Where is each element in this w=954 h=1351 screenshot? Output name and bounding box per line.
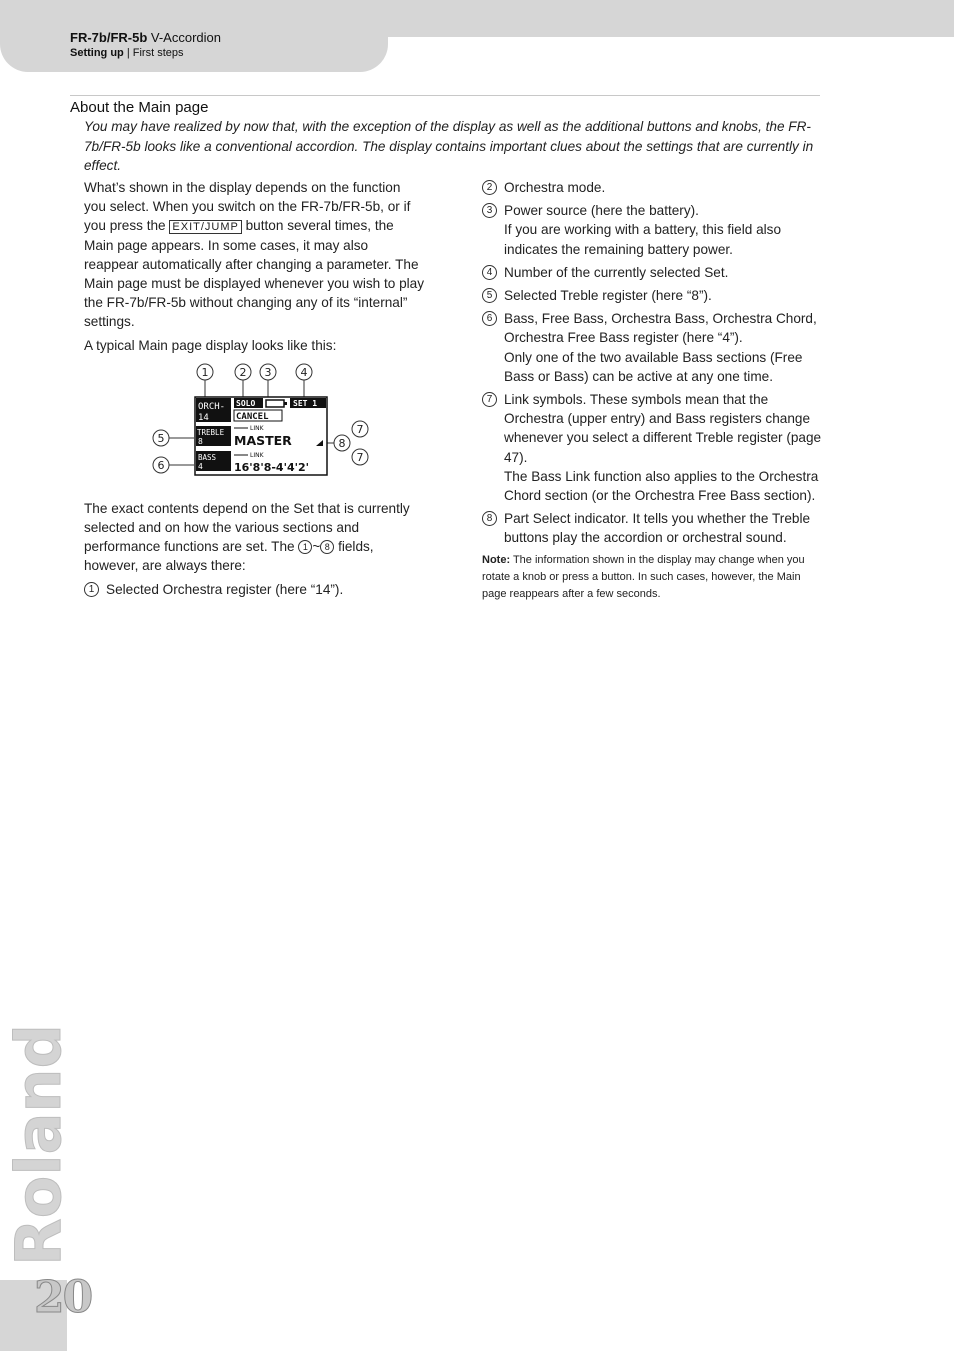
- svg-text:MASTER: MASTER: [234, 433, 292, 448]
- section-divider: [70, 95, 820, 96]
- svg-text:LINK: LINK: [250, 452, 264, 459]
- exit-jump-key: EXIT/JUMP: [169, 220, 241, 234]
- svg-text:CANCEL: CANCEL: [236, 412, 269, 422]
- section-title: About the Main page: [70, 99, 209, 116]
- svg-text:6: 6: [157, 459, 165, 472]
- svg-text:Roland: Roland: [2, 1024, 75, 1266]
- svg-text:SOLO: SOLO: [236, 399, 256, 408]
- intro-text: You may have realized by now that, with the exception of the display as well as the additional buttons and knobs, the FR-7b/FR-5b looks like a conventional accordion. The display contains important clues about the settings that are currently in effect.: [84, 119, 814, 174]
- svg-text:4: 4: [300, 366, 308, 379]
- svg-text:8: 8: [338, 437, 346, 450]
- svg-text:14: 14: [198, 413, 209, 423]
- svg-text:8: 8: [198, 437, 203, 446]
- svg-text:7: 7: [356, 423, 364, 436]
- list-item: 5 Selected Treble register (here “8”).: [482, 286, 822, 305]
- roland-logo: [2, 1024, 75, 1266]
- svg-text:3: 3: [264, 366, 272, 379]
- page-number: 20: [34, 1272, 92, 1323]
- list-item: 2 Orchestra mode.: [482, 178, 822, 197]
- paragraph-typical: A typical Main page display looks like this:: [84, 337, 337, 353]
- note: Note: The information shown in the display may change when you rotate a knob or press a button. In such cases, however, the Main page reappears after a few seconds.: [482, 553, 805, 600]
- svg-text:5: 5: [157, 432, 165, 445]
- svg-text:BASS: BASS: [198, 453, 217, 462]
- list-item: 7 Link symbols. These symbols mean that the Orchestra (upper entry) and Bass registers change whenever you select a different Treble register (page 47). The Bass Link function also applies to the Orchestra Chord section (or the Orchestra Free Bass section).: [482, 390, 822, 505]
- model-name: FR-7b/FR-5b V-Accordion: [70, 30, 221, 45]
- svg-text:4: 4: [198, 462, 203, 471]
- svg-text:1: 1: [201, 366, 209, 379]
- svg-text:LINK: LINK: [250, 425, 264, 432]
- svg-text:SET 1: SET 1: [293, 399, 318, 408]
- field-list: [482, 178, 822, 548]
- svg-text:2: 2: [239, 366, 247, 379]
- list-item: 1 Selected Orchestra register (here “14”).: [84, 580, 426, 599]
- list-item: 3 Power source (here the battery). If you are working with a battery, this field also indicates the remaining battery power.: [482, 201, 822, 259]
- list-item: 4 Number of the currently selected Set.: [482, 263, 822, 282]
- main-page-display-figure: [150, 360, 380, 480]
- svg-text:ORCH-: ORCH-: [198, 402, 226, 412]
- svg-text:TREBLE: TREBLE: [197, 428, 225, 437]
- paragraph-contents: The exact contents depend on the Set that is currently selected and on how the various sections and performance functions are set. The 1 ~ 8 fields, however, are always there:: [84, 500, 410, 574]
- list-item: 8 Part Select indicator. It tells you whether the Treble buttons play the accordion or orchestral sound.: [482, 509, 822, 547]
- svg-text:16'8'8-4'4'2': 16'8'8-4'4'2': [234, 461, 309, 474]
- svg-text:7: 7: [356, 451, 364, 464]
- paragraph-main-page: What’s shown in the display depends on the function you select. When you switch on the FR-7b/FR-5b, or if you press the EXIT/JUMP button several times, the Main page appears. In some cases, it may also reappear automatically after changing a parameter. The Main page must be displayed whenever you wish to play the FR-7b/FR-5b without changing any of its “internal” settings.: [84, 180, 425, 330]
- right-column: [482, 178, 822, 607]
- list-item: 6 Bass, Free Bass, Orchestra Bass, Orchestra Chord, Orchestra Free Bass register (here “4”). Only one of the two available Bass sections (Free Bass or Bass) can be active at any one time.: [482, 309, 822, 386]
- breadcrumb: Setting up | First steps: [70, 47, 184, 59]
